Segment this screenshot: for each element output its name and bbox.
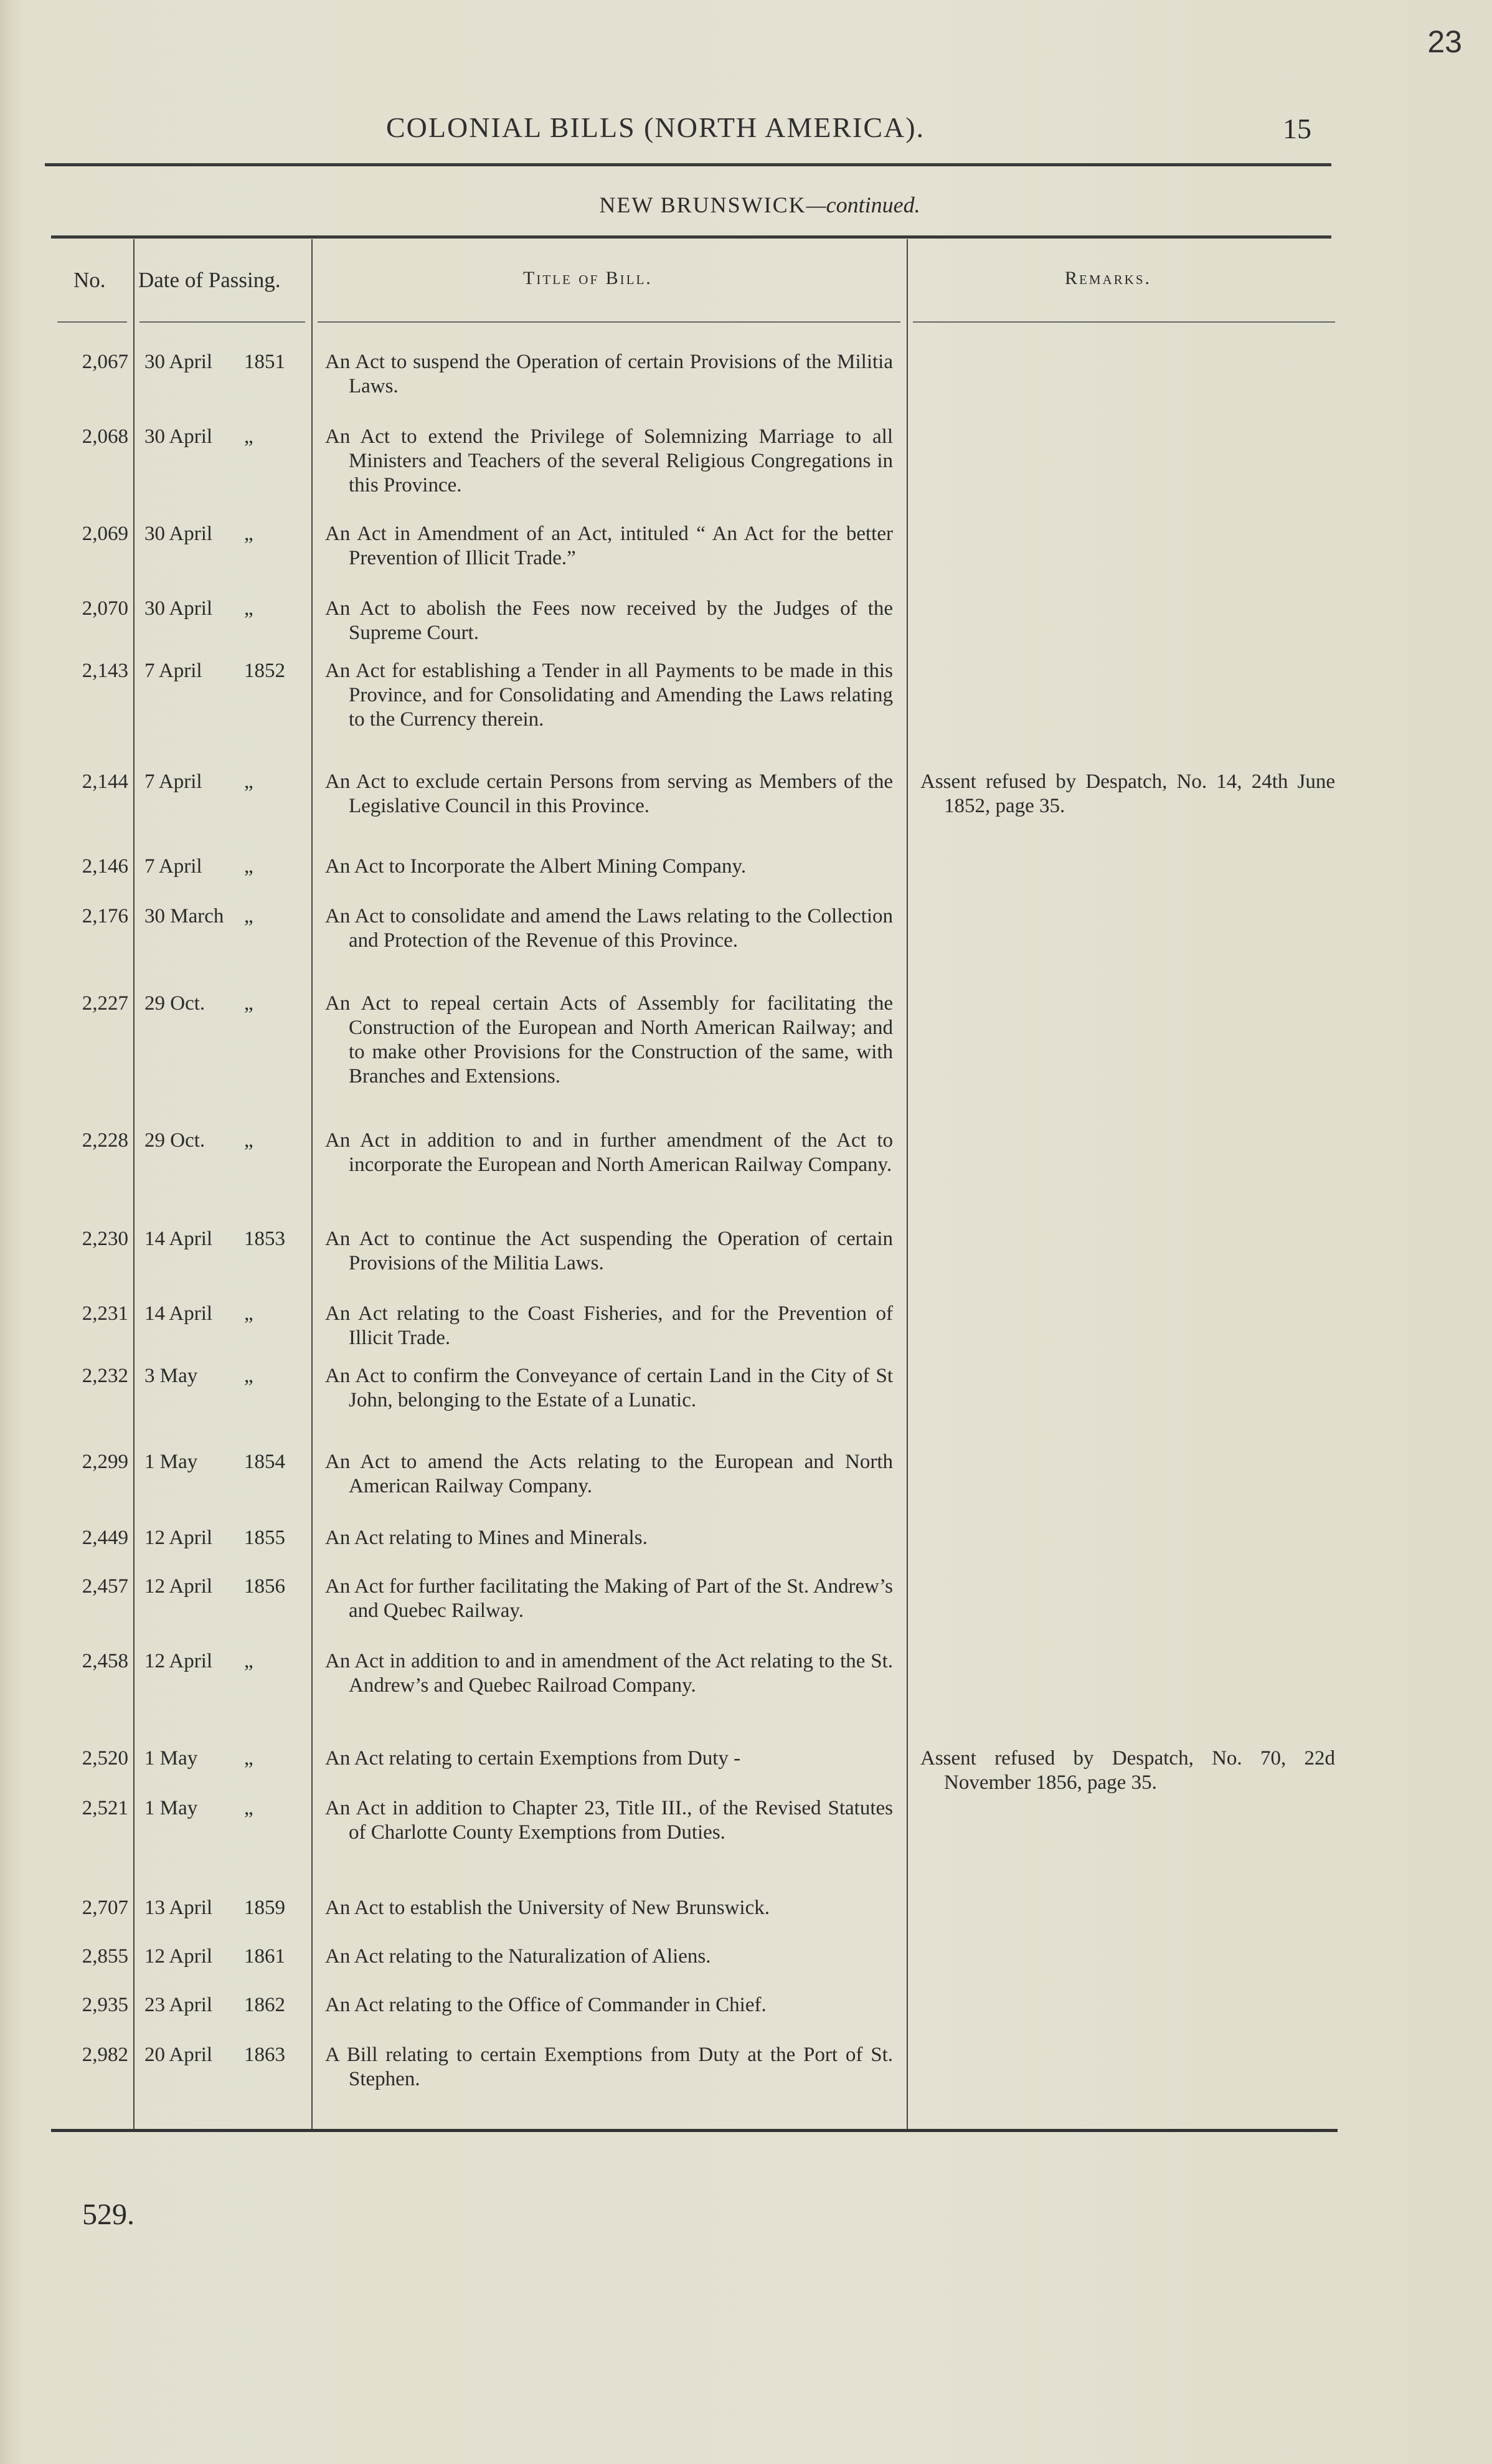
- date-day-month: 7 April: [144, 660, 202, 682]
- date-day-month: 30 March: [144, 905, 224, 927]
- date-day-month: 13 April: [144, 1897, 213, 1919]
- bill-title: An Act to continue the Act suspending the Operation of certain Provisions of the Militia Laws.: [325, 1228, 893, 1274]
- header-underline-remarks: [913, 321, 1335, 323]
- header-underline-title: [318, 321, 900, 323]
- date-of-passing: [144, 1129, 299, 1153]
- bill-title: An Act to amend the Acts relating to the European and North American Railway Company.: [325, 1451, 893, 1497]
- table-top-rule: [51, 235, 1331, 239]
- date-of-passing: [144, 1450, 299, 1474]
- date-of-passing: [144, 1649, 299, 1674]
- running-header-folio: 15: [1283, 113, 1311, 145]
- date-year: 1851: [244, 351, 285, 373]
- bill-number: 2,232: [82, 1365, 128, 1387]
- date-of-passing: [144, 1302, 299, 1326]
- date-day-month: 30 April: [144, 425, 213, 448]
- date-year: „: [244, 1650, 253, 1672]
- date-day-month: 1 May: [144, 1451, 198, 1473]
- date-of-passing: [144, 855, 299, 879]
- date-year: „: [244, 1747, 253, 1770]
- date-year: „: [244, 855, 253, 878]
- date-day-month: 12 April: [144, 1527, 213, 1549]
- date-of-passing: [144, 1796, 299, 1821]
- date-day-month: 12 April: [144, 1945, 213, 1968]
- bill-title: An Act for further facilitating the Making of Part of the St. Andrew’s and Quebec Railway.: [325, 1575, 893, 1622]
- date-of-passing: [144, 1993, 299, 2017]
- bill-title: An Act relating to the Naturalization of Aliens.: [325, 1945, 711, 1968]
- header-underline-date: [139, 321, 305, 323]
- bill-title: An Act to establish the University of New Brunswick.: [325, 1897, 770, 1919]
- date-day-month: 12 April: [144, 1650, 213, 1672]
- date-year: 1861: [244, 1945, 285, 1968]
- date-year: „: [244, 1302, 253, 1325]
- date-day-month: 12 April: [144, 1575, 213, 1598]
- date-year: 1863: [244, 2044, 285, 2066]
- bill-remarks: Assent refused by Despatch, No. 70, 22d November 1856, page 35.: [920, 1747, 1335, 1794]
- date-year: „: [244, 597, 253, 620]
- date-day-month: 7 April: [144, 770, 202, 793]
- section-suffix: —continued.: [806, 192, 920, 217]
- bill-number: 2,227: [82, 992, 128, 1015]
- column-divider-date: [311, 239, 313, 2129]
- bill-title: An Act for establishing a Tender in all Payments to be made in this Province, and for Consolidating and Amending the Laws relating to the Currency therein.: [325, 660, 893, 731]
- date-year: „: [244, 905, 253, 927]
- date-year: 1855: [244, 1527, 285, 1549]
- page-number: 23: [1427, 24, 1462, 59]
- column-divider-title: [907, 239, 908, 2129]
- bill-number: 2,982: [82, 2044, 128, 2066]
- bill-title: An Act to confirm the Conveyance of certain Land in the City of St John, belonging to the Estate of a Lunatic.: [325, 1365, 893, 1411]
- bill-number: 2,231: [82, 1302, 128, 1325]
- date-year: „: [244, 523, 253, 545]
- bill-title: An Act to extend the Privilege of Solemnizing Marriage to all Ministers and Teachers of the several Religious Congregations in this Province.: [325, 425, 893, 496]
- date-day-month: 14 April: [144, 1302, 213, 1325]
- date-day-month: 14 April: [144, 1228, 213, 1250]
- column-divider-no: [133, 239, 135, 2129]
- date-year: „: [244, 770, 253, 793]
- date-day-month: 1 May: [144, 1747, 198, 1770]
- date-of-passing: [144, 350, 299, 374]
- bill-number: 2,230: [82, 1228, 128, 1250]
- bill-title: An Act relating to Mines and Minerals.: [325, 1527, 648, 1549]
- date-day-month: 30 April: [144, 597, 213, 620]
- bill-number: 2,143: [82, 660, 128, 682]
- bill-title: An Act to repeal certain Acts of Assembly for facilitating the Construction of the European and North American Railway; and to make other Provisions for the Construction of the same, with Branches and Extensions.: [325, 992, 893, 1087]
- date-day-month: 3 May: [144, 1365, 198, 1387]
- column-header-date: Date of Passing.: [138, 268, 281, 292]
- bill-number: 2,144: [82, 770, 128, 793]
- bill-title: An Act to suspend the Operation of certain Provisions of the Militia Laws.: [325, 351, 893, 397]
- bill-number: 2,176: [82, 905, 128, 927]
- bill-title: An Act in addition to Chapter 23, Title III., of the Revised Statutes of Charlotte County Exemptions from Duties.: [325, 1797, 893, 1844]
- date-day-month: 7 April: [144, 855, 202, 878]
- date-of-passing: [144, 992, 299, 1016]
- bill-remarks: Assent refused by Despatch, No. 14, 24th June 1852, page 35.: [920, 770, 1335, 817]
- date-year: 1853: [244, 1228, 285, 1250]
- date-day-month: 23 April: [144, 1994, 213, 2016]
- section-name: NEW BRUNSWICK: [599, 192, 806, 217]
- date-day-month: 29 Oct.: [144, 992, 205, 1015]
- bill-number: 2,457: [82, 1575, 128, 1598]
- date-day-month: 30 April: [144, 351, 213, 373]
- bill-title: An Act to abolish the Fees now received by the Judges of the Supreme Court.: [325, 597, 893, 644]
- bill-title: An Act relating to the Office of Commander in Chief.: [325, 1994, 767, 2016]
- bill-number: 2,520: [82, 1747, 128, 1770]
- date-of-passing: [144, 1364, 299, 1388]
- bill-number: 2,299: [82, 1451, 128, 1473]
- date-year: 1862: [244, 1994, 285, 2016]
- bill-title: An Act to exclude certain Persons from serving as Members of the Legislative Council in this Province.: [325, 770, 893, 817]
- date-year: 1852: [244, 660, 285, 682]
- date-year: 1859: [244, 1897, 285, 1919]
- bill-number: 2,449: [82, 1527, 128, 1549]
- date-year: „: [244, 992, 253, 1015]
- table-bottom-rule: [51, 2129, 1338, 2132]
- column-header-title: Title of Bill.: [523, 268, 653, 288]
- header-underline-no: [57, 321, 127, 323]
- bill-number: 2,146: [82, 855, 128, 878]
- date-day-month: 29 Oct.: [144, 1129, 205, 1152]
- bill-title: An Act in addition to and in further amendment of the Act to incorporate the European and North American Railway Company.: [325, 1129, 893, 1176]
- bill-title: An Act in Amendment of an Act, intituled “ An Act for the better Prevention of Illicit Trade.”: [325, 523, 893, 569]
- date-of-passing: [144, 1575, 299, 1599]
- bill-title: An Act to Incorporate the Albert Mining Company.: [325, 855, 747, 878]
- running-header-title: COLONIAL BILLS (NORTH AMERICA).: [386, 111, 925, 143]
- date-year: „: [244, 1365, 253, 1387]
- date-year: „: [244, 1797, 253, 1819]
- bill-number: 2,070: [82, 597, 128, 620]
- bill-number: 2,069: [82, 523, 128, 545]
- date-year: „: [244, 425, 253, 448]
- column-header-no: No.: [73, 268, 106, 292]
- date-of-passing: [144, 425, 299, 449]
- bill-number: 2,067: [82, 351, 128, 373]
- date-year: 1854: [244, 1451, 285, 1473]
- footer-folio: 529.: [82, 2198, 135, 2231]
- date-day-month: 30 April: [144, 523, 213, 545]
- date-of-passing: [144, 597, 299, 621]
- bill-number: 2,707: [82, 1897, 128, 1919]
- date-of-passing: [144, 770, 299, 794]
- date-year: 1856: [244, 1575, 285, 1598]
- date-of-passing: [144, 1945, 299, 1969]
- date-of-passing: [144, 904, 299, 929]
- bill-number: 2,521: [82, 1797, 128, 1819]
- bill-number: 2,935: [82, 1994, 128, 2016]
- date-of-passing: [144, 659, 299, 683]
- section-title: [448, 192, 1071, 218]
- bill-number: 2,068: [82, 425, 128, 448]
- date-year: „: [244, 1129, 253, 1152]
- date-of-passing: [144, 1746, 299, 1771]
- date-of-passing: [144, 1896, 299, 1920]
- bill-number: 2,458: [82, 1650, 128, 1672]
- bill-title: An Act in addition to and in amendment of the Act relating to the St. Andrew’s and Quebec Railroad Company.: [325, 1650, 893, 1697]
- bill-title: An Act to consolidate and amend the Laws relating to the Collection and Protection of the Revenue of this Province.: [325, 905, 893, 952]
- bill-title: A Bill relating to certain Exemptions from Duty at the Port of St. Stephen.: [325, 2044, 893, 2090]
- column-header-remarks: Remarks.: [1065, 268, 1152, 288]
- date-of-passing: [144, 1526, 299, 1550]
- bill-title: An Act relating to the Coast Fisheries, and for the Prevention of Illicit Trade.: [325, 1302, 893, 1349]
- date-of-passing: [144, 1227, 299, 1251]
- date-of-passing: [144, 522, 299, 546]
- header-rule: [45, 163, 1331, 166]
- bill-number: 2,228: [82, 1129, 128, 1152]
- date-day-month: 1 May: [144, 1797, 198, 1819]
- date-day-month: 20 April: [144, 2044, 213, 2066]
- bill-title: An Act relating to certain Exemptions from Duty -: [325, 1747, 741, 1770]
- date-of-passing: [144, 2043, 299, 2067]
- bill-number: 2,855: [82, 1945, 128, 1968]
